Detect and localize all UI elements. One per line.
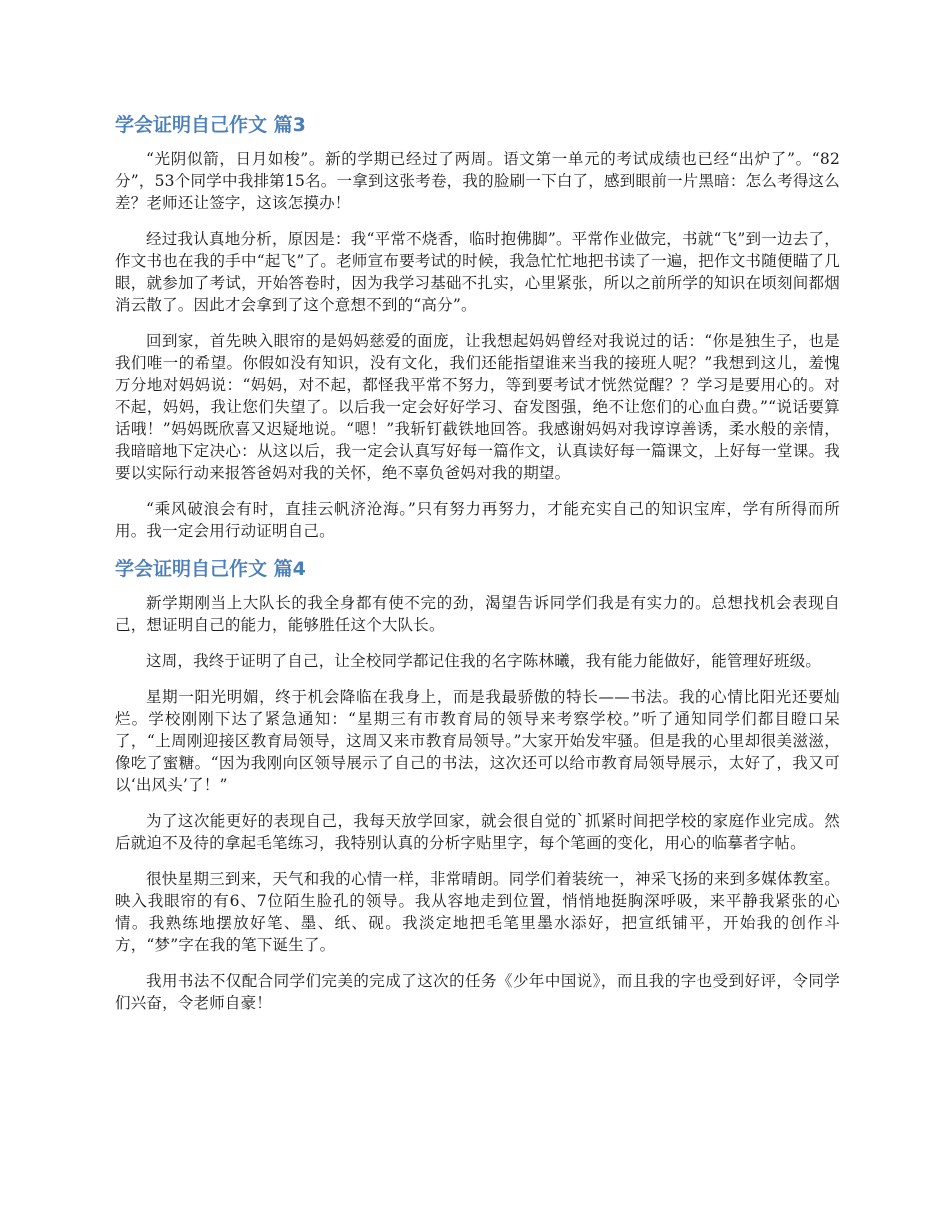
document-page	[115, 112, 840, 1028]
section-title: 学会证明自己作文 篇4	[115, 558, 306, 580]
paragraph: 我用书法不仅配合同学们完美的完成了这次的任务《少年中国说》，而且我的字也受到好评，令同学们兴奋，令老师自豪！	[115, 972, 840, 1012]
essay-section-4	[115, 556, 840, 1014]
paragraph: 为了这次能更好的表现自己，我每天放学回家，就会很自觉的`抓紧时间把学校的家庭作业完成。然后就迫不及待的拿起毛笔练习，我特别认真的分析字贴里字，每个笔画的变化，用心的临摹者字帖。	[115, 812, 840, 852]
paragraph: “光阴似箭，日月如梭”。新的学期已经过了两周。语文第一单元的考试成绩也已经“出炉了”。“82分”，53个同学中我排第15名。一拿到这张考卷，我的脸刷一下白了，感到眼前一片黑暗：怎么考得这么差？老师还让签字，这该怎摸办！	[115, 150, 840, 212]
paragraph: 新学期刚当上大队长的我全身都有使不完的劲，渴望告诉同学们我是有实力的。总想找机会表现自己，想证明自己的能力，能够胜任这个大队长。	[115, 594, 840, 634]
paragraph: “乘风破浪会有时，直挂云帆济沧海。”只有努力再努力，才能充实自己的知识宝库，学有所得而所用。我一定会用行动证明自己。	[115, 500, 840, 540]
paragraph: 很快星期三到来，天气和我的心情一样，非常晴朗。同学们着装统一，神采飞扬的来到多媒体教室。映入我眼帘的有6、7位陌生脸孔的领导。我从容地走到位置，悄悄地挺胸深呼吸，来平静我紧张的心情。我熟练地摆放好笔、墨、纸、砚。我淡定地把毛笔里墨水添好，把宣纸铺平，开始我的创作斗方，“梦”字在我的笔下诞生了。	[115, 870, 840, 954]
section-title: 学会证明自己作文 篇3	[115, 114, 306, 136]
paragraph: 回到家，首先映入眼帘的是妈妈慈爱的面庞，让我想起妈妈曾经对我说过的话：“你是独生子，也是我们唯一的希望。你假如没有知识，没有文化，我们还能指望谁来当我的接班人呢？”我想到这儿，羞愧万分地对妈妈说：“妈妈，对不起，都怪我平常不努力，等到要考试才恍然觉醒？？学习是要用心的。对不起，妈妈，我让您们失望了。以后我一定会好好学习、奋发图强，绝不让您们的心血白费。”“说话要算话哦！”妈妈既欣喜又迟疑地说。“嗯！”我斩钉截铁地回答。我感谢妈妈对我谆谆善诱，柔水般的亲情，我暗暗地下定决心：从这以后，我一定会认真写好每一篇作文，认真读好每一篇课文，上好每一堂课。我要以实际行动来报答爸妈对我的关怀，绝不辜负爸妈对我的期望。	[115, 332, 840, 482]
paragraph: 星期一阳光明媚，终于机会降临在我身上，而是我最骄傲的特长——书法。我的心情比阳光还要灿烂。学校刚刚下达了紧急通知：“星期三有市教育局的领导来考察学校。”听了通知同学们都目瞪口呆了，“上周刚迎接区教育局领导，这周又来市教育局领导。”大家开始发牢骚。但是我的心里却很美滋滋，像吃了蜜糖。“因为我刚向区领导展示了自己的书法，这次还可以给市教育局领导展示，太好了，我又可以‘出风头’了！”	[115, 688, 840, 794]
paragraph: 这周，我终于证明了自己，让全校同学都记住我的名字陈林曦，我有能力能做好，能管理好班级。	[146, 652, 822, 670]
essay-section-3	[115, 112, 840, 542]
paragraph: 经过我认真地分析，原因是：我“平常不烧香，临时抱佛脚”。平常作业做完，书就“飞”到一边去了，作文书也在我的手中“起飞”了。老师宣布要考试的时候，我急忙忙地把书读了一遍，把作文书随便瞄了几眼，就参加了考试，开始答卷时，因为我学习基础不扎实，心里紧张，所以之前所学的知识在顷刻间都烟消云散了。因此才会拿到了这个意想不到的“高分”。	[115, 230, 840, 314]
